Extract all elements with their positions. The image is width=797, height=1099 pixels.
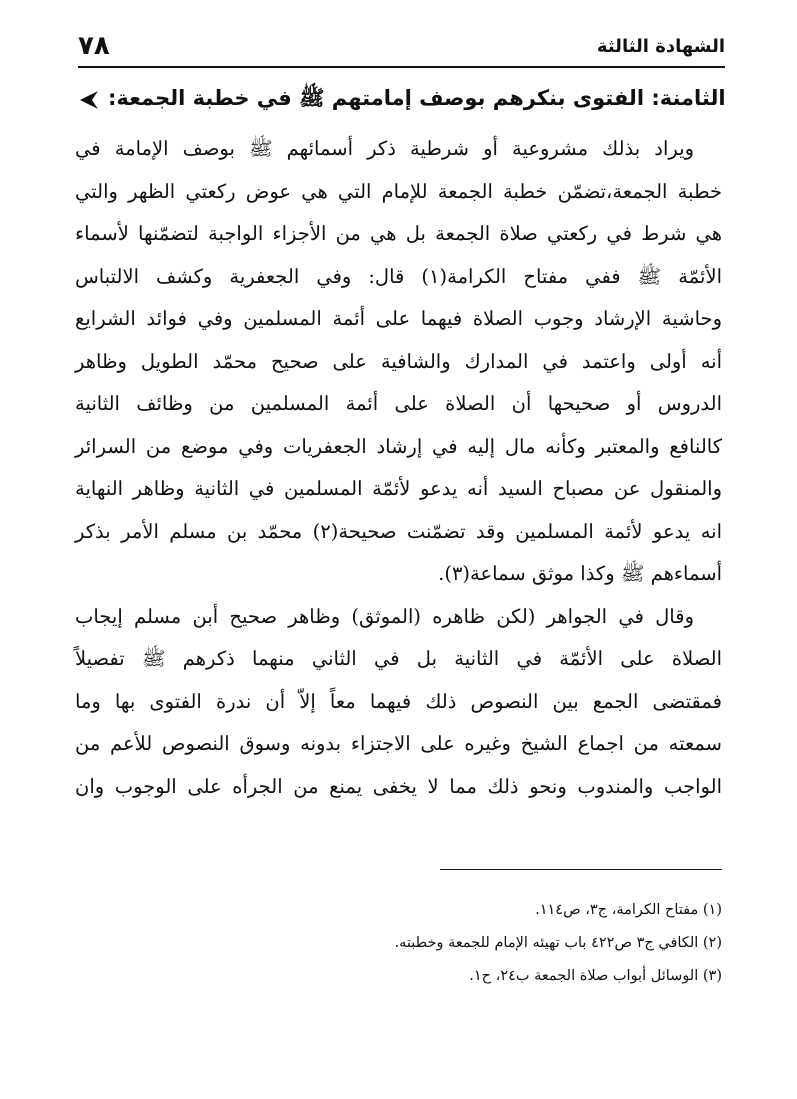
text-line: كالنافع والمعتبر وكأنه مال إليه في إرشاد الجعفريات وفي موضع من السرائر: [75, 434, 722, 458]
section-heading: [78, 80, 726, 120]
text-line: انه يدعو لأئمة المسلمين وقد تضمّنت صحيحة(٢) محمّد بن مسلم الأمر بذكر: [75, 519, 723, 543]
text-line: سمعته من اجماع الشيخ وغيره على الاجتزاء بدونه وسوق النصوص للأعم من: [75, 732, 722, 755]
text-line: أنه أولى واعتمد في المدارك والشافية على صحيح محمّد الطويل وظاهر: [75, 349, 722, 373]
text-line: وحاشية الإرشاد وجوب الصلاة فيهما على أئمة المسلمين وفي فوائد الشرايع: [75, 307, 722, 330]
text-line: الصلاة على الأئمّة في الثانية بل في الثاني منهما ذكرهم ﷺ تفصيلاً: [75, 647, 722, 670]
page-header: [78, 26, 725, 68]
footnote-separator: [440, 869, 722, 870]
text-line: ويراد بذلك مشروعية أو شرطية ذكر أسمائهم ﷺ بوصف الإمامة في: [75, 137, 694, 160]
arrowhead-icon: [78, 89, 100, 111]
footnote-3: (٣) الوسائل أبواب صلاة الجمعة ب٢٤، ح١.: [469, 968, 722, 984]
text-line: الأئمّة ﷺ ففي مفتاح الكرامة(١) قال: وفي الجعفرية وكشف الالتباس: [75, 264, 722, 288]
footnotes: [75, 894, 722, 993]
paragraph-2: [75, 596, 722, 809]
body-text: [75, 128, 722, 808]
text-line: الدروس أو صحيحها أن الصلاة على أئمة المسلمين من وظائف الثانية: [75, 392, 722, 415]
running-title: الشهادة الثالثة: [596, 35, 725, 57]
text-line: والمنقول عن مصباح السيد أنه يدعو لأئمّة المسلمين في الثانية وظاهر النهاية: [75, 477, 722, 500]
footnote-2: (٢) الكافي ج٣ ص٤٢٢ باب تهيئه الإمام للجمعة وخطبته.: [394, 935, 722, 951]
footnote-1: (١) مفتاح الكرامة، ج٣، ص١١٤.: [535, 902, 722, 918]
text-line: خطبة الجمعة،تضمّن خطبة الجمعة للإمام التي هي عوض ركعتي الظهر والتي: [75, 179, 722, 203]
page-number: ٧٨: [78, 31, 110, 61]
heading-text: الثامنة: الفتوى بنكرهم بوصف إمامتهم ﷺ في خطبة الجمعة:: [108, 85, 726, 110]
paragraph-1: [75, 128, 722, 596]
text-line: أسماءهم ﷺ وكذا موثق سماعة(٣).: [438, 562, 722, 585]
text-line: الواجب والمندوب ونحو ذلك مما لا يخفى يمنع من الجرأه على الوجوب وان: [75, 774, 722, 798]
text-line: هي شرط في ركعتي صلاة الجمعة بل هي من الأجزاء الواجبة لتضمّنها لأسماء: [75, 222, 722, 245]
text-line: فمقتضى الجمع بين النصوص ذلك فيهما معاً إلاّ أن ندرة الفتوى بها وما: [75, 689, 722, 713]
text-line: وقال في الجواهر (لكن ظاهره (الموثق) وظاهر صحيح أبن مسلم إيجاب: [75, 604, 694, 628]
